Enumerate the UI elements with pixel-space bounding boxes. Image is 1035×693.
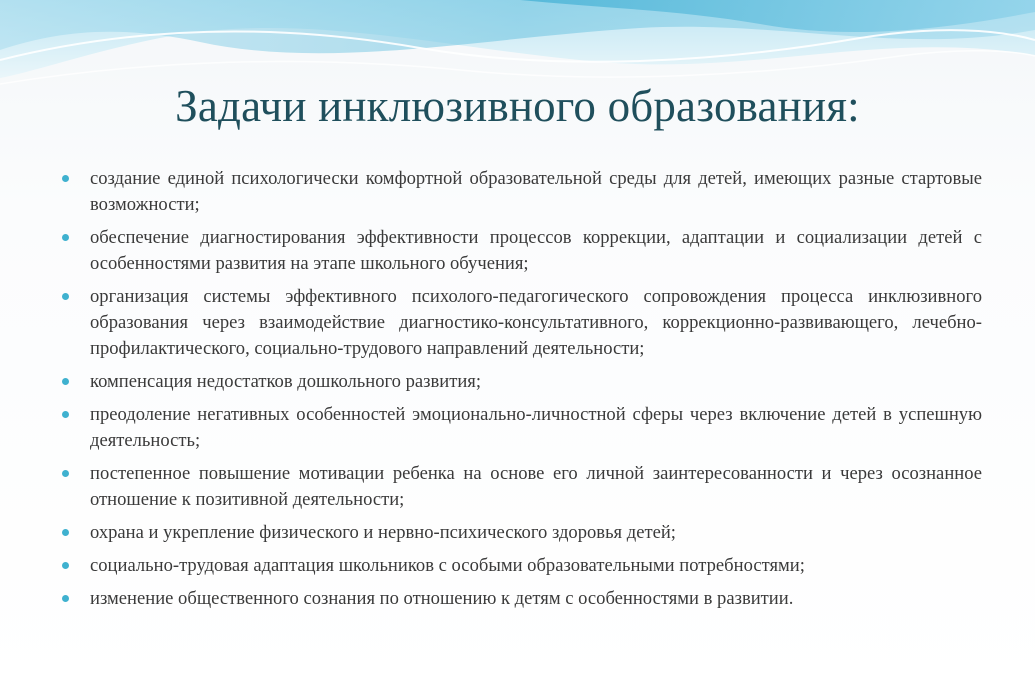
bullet-icon	[62, 470, 69, 477]
list-item-text: преодоление негативных особенностей эмоционально-личностной сферы через включение детей в успешную деятельность;	[90, 404, 982, 451]
list-item	[62, 369, 982, 395]
bullet-icon	[62, 293, 69, 300]
list-item	[62, 402, 982, 454]
list-item-text: организация системы эффективного психолого-педагогического сопровождения процесса инклюзивного образования через взаимодействие диагностико-консультативного, коррекционно-развивающего, лечебно-профилактического, социально-трудового направлений деятельности;	[90, 286, 982, 359]
list-item-text: компенсация недостатков дошкольного развития;	[90, 371, 482, 392]
bullet-icon	[62, 529, 69, 536]
list-item-text: обеспечение диагностирования эффективности процессов коррекции, адаптации и социализации детей с особенностями развития на этапе школьного обучения;	[90, 227, 982, 274]
list-item-text: изменение общественного сознания по отношению к детям с особенностями в развитии.	[90, 588, 794, 609]
list-item-text: охрана и укрепление физического и нервно-психического здоровья детей;	[90, 522, 676, 543]
bullet-icon	[62, 378, 69, 385]
list-item	[62, 461, 982, 513]
list-item	[62, 225, 982, 277]
list-item	[62, 553, 982, 579]
list-item-text: создание единой психологически комфортной образовательной среды для детей, имеющих разные стартовые возможности;	[90, 168, 982, 215]
task-list	[62, 166, 982, 612]
list-item	[62, 520, 982, 546]
list-item	[62, 586, 982, 612]
page-title: Задачи инклюзивного образования:	[175, 81, 860, 131]
list-item	[62, 166, 982, 218]
bullet-icon	[62, 175, 69, 182]
list-item	[62, 284, 982, 362]
bullet-icon	[62, 411, 69, 418]
bullet-icon	[62, 595, 69, 602]
list-item-text: постепенное повышение мотивации ребенка на основе его личной заинтересованности и через осознанное отношение к позитивной деятельности;	[90, 463, 982, 510]
bullet-icon	[62, 562, 69, 569]
list-item-text: социально-трудовая адаптация школьников с особыми образовательными потребностями;	[90, 555, 805, 576]
bullet-icon	[62, 234, 69, 241]
